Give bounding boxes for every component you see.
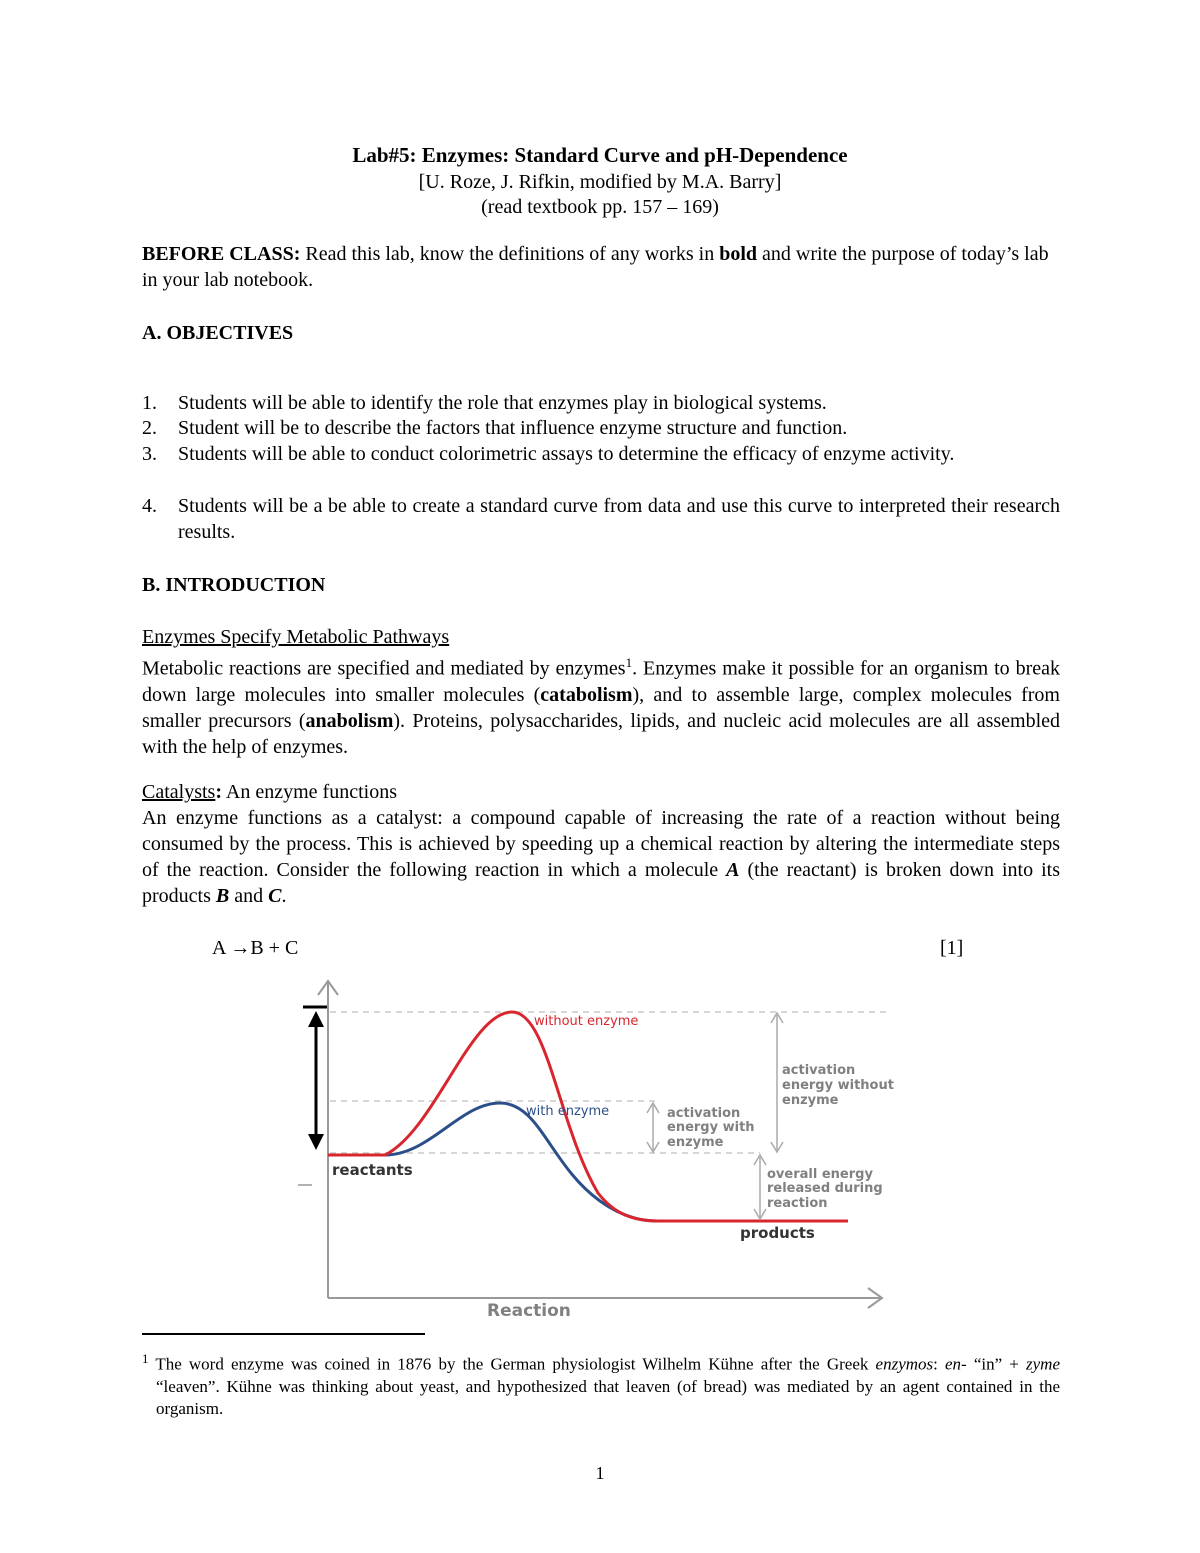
before-class-label: BEFORE CLASS:	[142, 243, 301, 265]
activation-with-arrow-icon	[647, 1103, 659, 1152]
footnote-ref: 1	[625, 655, 633, 670]
reading-line: (read textbook pp. 157 – 169)	[481, 196, 719, 218]
page-number: 1	[595, 1463, 605, 1483]
act-with-line: energy with	[667, 1120, 755, 1135]
x-axis-label: Reaction	[487, 1301, 571, 1321]
released-line: reaction	[767, 1196, 828, 1211]
footnote: $^1$ The word enzyme was coined in 1876 by the German physiologist Wilhelm Kühne after the Greek enzymos: en- “in” + zyme “leaven”. Kühne was thinking about yeast, and hypothesized that leaven (of bread) was mediated by an agent contained in the organism.	[142, 1351, 1060, 1418]
x-axis	[328, 1288, 882, 1308]
term-anabolism: anabolism	[305, 709, 394, 732]
released-line: overall energy	[767, 1167, 873, 1182]
subsection-title: Enzymes Specify Metabolic Pathways	[142, 626, 450, 648]
objectives-heading: A. OBJECTIVES	[142, 322, 294, 344]
released-line: released during	[767, 1181, 883, 1196]
authors-line: [U. Roze, J. Rifkin, modified by M.A. Barry]	[418, 171, 782, 193]
bold-word: bold	[719, 243, 758, 265]
equation-number: [1]	[940, 937, 964, 959]
double-arrow-icon	[303, 1007, 329, 1150]
catalysts-title: Catalysts: An enzyme functions	[142, 781, 397, 803]
energy-released-arrow-icon	[754, 1155, 766, 1219]
products-label: products	[740, 1224, 815, 1242]
footnote-mark: 1	[142, 1351, 149, 1366]
reaction-equation: A →B + C	[212, 937, 299, 959]
objective-item: 4. Students will be a be able to create a standard curve from data and use this curve to interpreted their research results.	[142, 495, 1060, 543]
act-without-line: energy without	[782, 1078, 894, 1093]
act-without-line: enzyme	[782, 1093, 839, 1108]
intro-paragraph-1: Metabolic reactions are specified and mediated by enzymes$^1$. Enzymes make it possible for an organism to break down large molecules into smaller molecules (catabolism), and to assemble large, complex molecules from smaller precursors (anabolism). Proteins, polysaccharides, lipids, and nucleic acid molecules are all assembled with the help of enzymes.	[142, 655, 1061, 758]
term-catabolism: catabolism	[540, 683, 633, 706]
reactants-label: reactants	[332, 1161, 413, 1179]
before-class-paragraph: BEFORE CLASS: Read this lab, know the definitions of any works in bold and write the purpose of today’s lab in your lab notebook.	[142, 243, 1049, 291]
objective-item: 3. Students will be able to conduct colorimetric assays to determine the efficacy of enzyme activity.	[142, 443, 955, 465]
without-enzyme-label: without enzyme	[534, 1014, 639, 1029]
objective-item: 1. Students will be able to identify the role that enzymes play in biological systems.	[142, 392, 827, 414]
energy-diagram	[290, 965, 910, 1325]
act-with-line: activation	[667, 1106, 741, 1121]
introduction-heading: B. INTRODUCTION	[142, 574, 326, 596]
page-title: Lab#5: Enzymes: Standard Curve and pH-Dependence	[352, 143, 848, 167]
intro-paragraph-2: An enzyme functions as a catalyst: a compound capable of increasing the rate of a reaction without being consumed by the process. This is achieved by speeding up a chemical reaction by altering the intermediate steps of the reaction. Consider the following reaction in which a molecule A (the reactant) is broken down into its products B and C.	[142, 807, 1060, 907]
act-with-line: enzyme	[667, 1135, 724, 1150]
act-without-line: activation	[782, 1063, 856, 1078]
with-enzyme-label: with enzyme	[526, 1104, 610, 1119]
footnote-divider	[142, 1333, 425, 1335]
objective-item: 2. Student will be to describe the factors that influence enzyme structure and function.	[142, 417, 848, 439]
